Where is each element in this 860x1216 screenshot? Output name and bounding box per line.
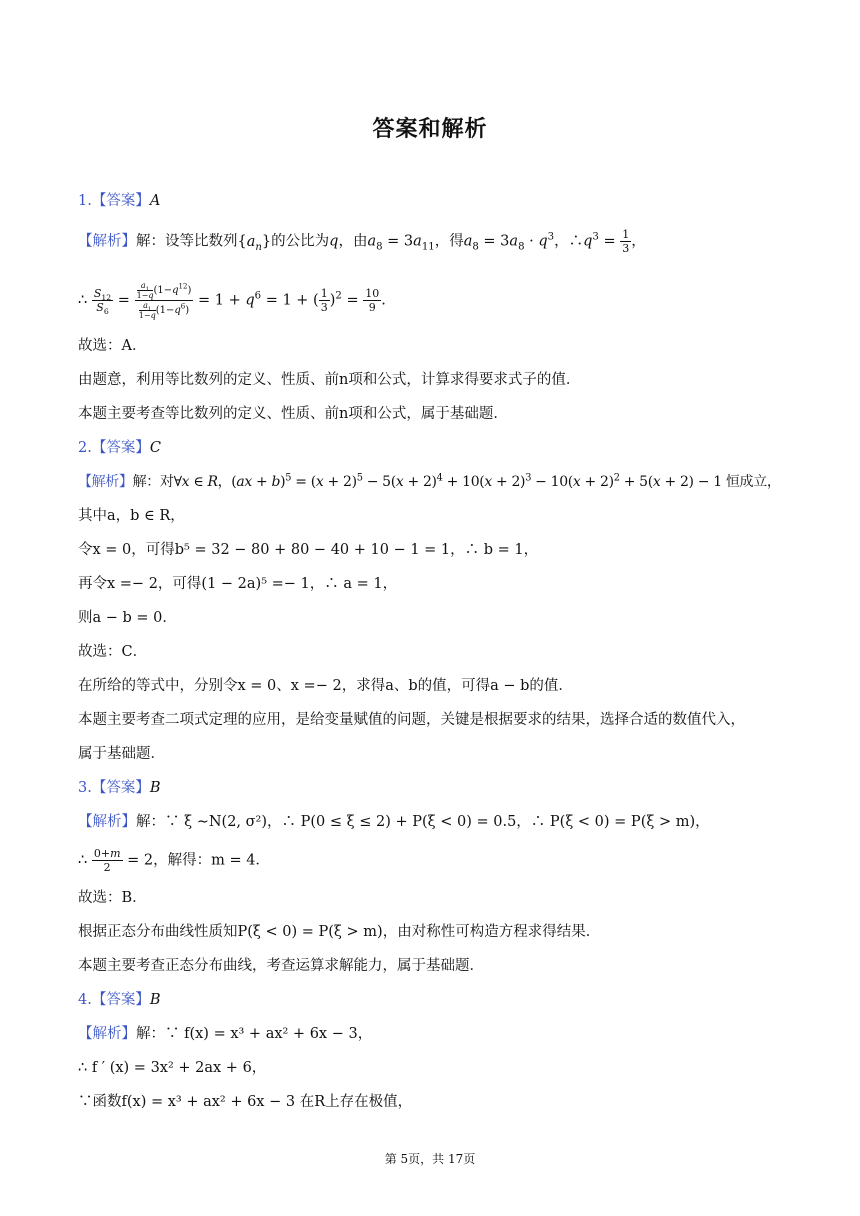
q1-analysis-line1: 【解析】解：设等比数列$\{a_n\}$的公比为q，由$a_8 = 3a_{11}$，得$a_8 = 3a_8 \cdot q^3$，$\therefore q^3$ = $\frac{1}{3}$ ， (78, 228, 646, 255)
q3-line1: 解：∵ ξ ∼N(2, σ²)，∴ P(0 ≤ ξ ≤ 2) + P(ξ < 0) = 0.5，∴ P(ξ < 0) = P(ξ > m)， (136, 814, 710, 830)
q3-method: 根据正态分布曲线性质知P(ξ < 0) = P(ξ > m)，由对称性可构造方程求得结果． (78, 924, 601, 940)
q2-answer: C (149, 440, 161, 456)
q3-analysis-tag: 【解析】 (78, 814, 136, 830)
q1-method: 由题意，利用等比数列的定义、性质、前n项和公式，计算求得要求式子的值． (78, 372, 581, 388)
q3-line2-text: = 2，解得：m = 4． (127, 852, 270, 869)
q1-formula-line: ∴ $\frac{S_{12}}{S_6}$ = $\frac{a_1}{1-q}$ $(1-q^{12})$ $\frac{a_1}{1-q}$ $(1-q^6)$ = $1 + q^6 = 1$ + ( $\frac{1}{3}$ )$^2$ = $\frac{10}{9}$ . (78, 281, 386, 320)
q1-analysis-tag: 【解析】 (78, 233, 136, 250)
q3-summary: 本题主要考查正态分布曲线，考查运算求解能力，属于基础题． (78, 958, 484, 974)
q2-answer-tag: 【答案】 (91, 440, 150, 456)
q1-summary: 本题主要考查等比数列的定义、性质、前n项和公式，属于基础题． (78, 406, 508, 422)
q3-answer-line (78, 778, 161, 798)
q2-summary2: 属于基础题． (78, 746, 165, 762)
page-title: 答案和解析 (372, 117, 488, 142)
q2-line2: 其中a，b ∈ R， (78, 508, 185, 524)
page-footer: 第 5页，共 17页 (384, 1152, 476, 1166)
q2-number: 2. (78, 440, 92, 456)
q4-line3: ∵函数f(x) = x³ + ax² + 6x − 3 在R上存在极值， (78, 1094, 413, 1110)
q3-number: 3. (78, 780, 92, 796)
q4-number: 4. (78, 992, 92, 1008)
q2-summary1: 本题主要考查二项式定理的应用，是给变量赋值的问题，关键是根据要求的结果，选择合适的数值代入， (78, 712, 745, 728)
q2-analysis-line1: 【解析】解：对∀x ∈ R，$(ax + b)^5 = (x + 2)^5 - 5(x + 2)^4 + 10(x + 2)^3 - 10(x + 2)^2 + 5(x + 2) - 1$ 恒成立， (78, 472, 781, 490)
q1-text-c: ，得 (434, 233, 464, 250)
q1-answer-line (78, 191, 160, 211)
q2-line3: 令x = 0，可得b⁵ = 32 − 80 + 80 − 40 + 10 − 1 = 1，∴ b = 1， (78, 542, 539, 558)
q1-text-end: ， (631, 233, 646, 250)
q3-answer-tag: 【答案】 (91, 780, 150, 796)
q1-s-ratio: $\frac{S_{12}}{S_6}$ (93, 287, 112, 317)
q1-big-fraction: $\frac{a_1}{1-q}$ $(1-q^{12})$ $\frac{a_1}{1-q}$ $(1-q^6)$ (136, 281, 192, 320)
q2-text-end: 恒成立， (725, 474, 781, 490)
q2-method: 在所给的等式中，分别令x = 0、x =− 2，求得a、b的值，可得a − b的值． (78, 678, 573, 694)
q1-choose: 故选：A． (78, 338, 147, 354)
q3-analysis-line1 (78, 812, 710, 832)
q1-answer-tag: 【答案】 (91, 193, 150, 209)
q4-line2: ∴ f ′ (x) = 3x² + 2ax + 6， (78, 1060, 267, 1076)
q4-analysis-tag: 【解析】 (78, 1026, 136, 1042)
q1-text: 解：设等比数列 (136, 233, 238, 250)
q4-answer-tag: 【答案】 (91, 992, 150, 1008)
q1-fraction-one-third: $\frac{1}{3}$ (622, 228, 630, 255)
q2-analysis-tag: 【解析】 (78, 474, 133, 490)
q4-analysis-line1 (78, 1024, 372, 1044)
q4-line1: 解：∵ f(x) = x³ + ax² + 6x − 3， (136, 1026, 373, 1042)
q3-choose: 故选：B． (78, 890, 147, 906)
q1-text-a: 的公比为 (271, 233, 330, 250)
q2-answer-line (78, 438, 161, 458)
q4-answer: B (149, 992, 161, 1008)
q2-text: 解：对 (132, 474, 174, 490)
q2-line4: 再令x =− 2，可得(1 − 2a)⁵ =− 1，∴ a = 1， (78, 576, 398, 592)
q2-line5: 则a − b = 0． (78, 610, 177, 626)
q3-line2: ∴ $\frac{0+m}{2}$ = 2，解得：m = 4． (78, 847, 270, 874)
q3-answer: B (149, 780, 161, 796)
q2-choose: 故选：C． (78, 644, 148, 660)
q3-fraction: $\frac{0+m}{2}$ (93, 847, 121, 874)
q1-text-b: ，由 (338, 233, 368, 250)
q1-answer: A (149, 193, 161, 209)
q1-number: 1. (78, 193, 92, 209)
q1-text-d: ，∴ (554, 233, 584, 250)
q4-answer-line (78, 990, 161, 1010)
